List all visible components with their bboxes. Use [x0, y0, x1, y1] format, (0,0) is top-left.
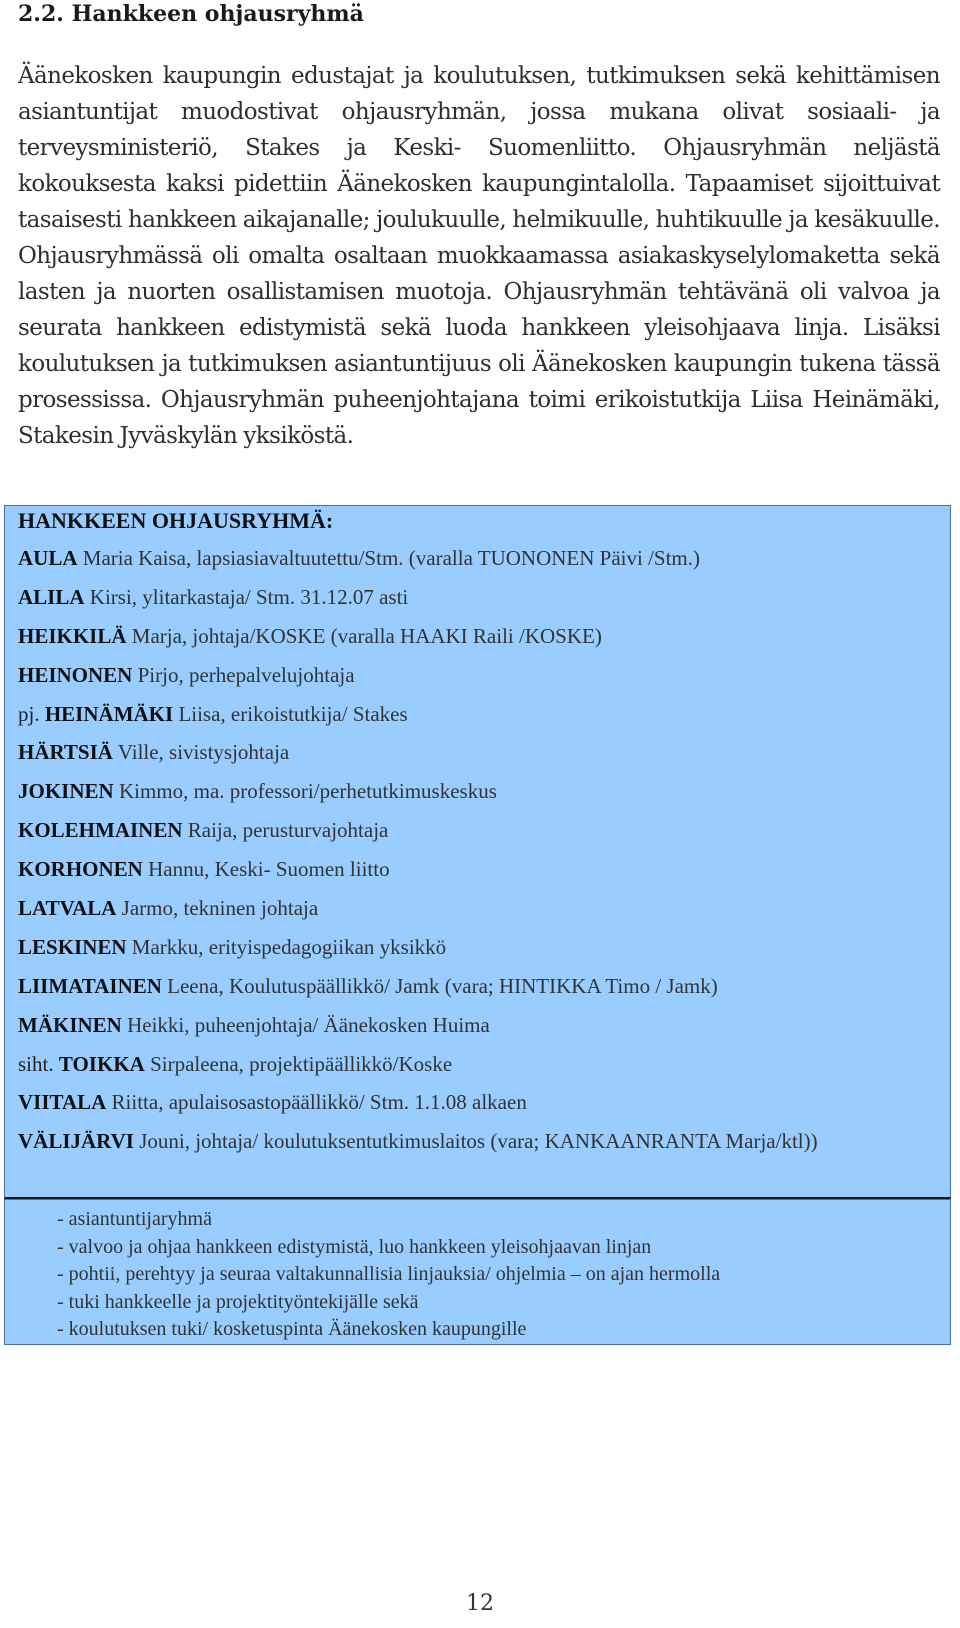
member-surname: KOLEHMAINEN — [18, 818, 183, 843]
member-details: Ville, sivistysjohtaja — [112, 740, 290, 765]
steering-group-title: HANKKEEN OHJAUSRYHMÄ: — [18, 508, 334, 533]
member-entry — [18, 1129, 943, 1168]
member-role-prefix: siht. — [18, 1051, 59, 1076]
member-entry — [18, 585, 943, 624]
steering-group-box — [4, 505, 951, 1199]
member-surname: TOIKKA — [58, 1051, 145, 1076]
member-details: Leena, Koulutuspäällikkö/ Jamk (vara; HINTIKKA Timo / Jamk) — [161, 973, 718, 998]
member-details: Hannu, Keski- Suomen liitto — [142, 857, 390, 882]
member-entry — [18, 974, 943, 1013]
member-surname: VÄLIJÄRVI — [18, 1129, 134, 1154]
member-entry — [18, 1090, 943, 1129]
duty-item: - koulutuksen tuki/ kosketuspinta Äänekosken kaupungille — [57, 1318, 527, 1340]
member-surname: AULA — [18, 546, 78, 570]
member-details: Pirjo, perhepalvelujohtaja — [132, 662, 355, 687]
member-surname: MÄKINEN — [18, 1012, 122, 1037]
member-details: Liisa, erikoistutkija/ Stakes — [173, 701, 408, 726]
member-entry — [18, 624, 943, 663]
member-entry — [18, 818, 943, 857]
member-entry — [18, 740, 943, 779]
duty-item: - asiantuntijaryhmä — [57, 1208, 212, 1230]
member-details: Sirpaleena, projektipäällikkö/Koske — [144, 1051, 453, 1076]
member-details: Maria Kaisa, lapsiasiavaltuutettu/Stm. (varalla TUONONEN Päivi /Stm.) — [77, 546, 701, 570]
member-surname: LATVALA — [18, 896, 117, 921]
member-entry — [18, 896, 943, 935]
page-number: 12 — [466, 1591, 494, 1616]
member-entry — [18, 779, 943, 818]
member-entry — [18, 663, 943, 702]
section-heading: 2.2. Hankkeen ohjausryhmä — [18, 1, 364, 27]
member-details: Kimmo, ma. professori/perhetutkimuskeskus — [113, 779, 497, 804]
duty-list — [57, 1206, 720, 1344]
member-list — [18, 546, 943, 1168]
member-details: Marja, johtaja/KOSKE (varalla HAAKI Raili /KOSKE) — [126, 623, 602, 648]
member-details: Jarmo, tekninen johtaja — [116, 896, 319, 921]
member-surname: JOKINEN — [18, 779, 114, 804]
member-surname: HEINONEN — [18, 662, 133, 687]
member-surname: HEINÄMÄKI — [44, 701, 174, 726]
duty-item: - tuki hankkeelle ja projektityöntekijälle sekä — [57, 1290, 419, 1313]
member-role-prefix: pj. — [18, 701, 45, 726]
duty-item: - valvoo ja ohjaa hankkeen edistymistä, luo hankkeen yleisohjaavan linjan — [57, 1235, 652, 1258]
member-details: Kirsi, ylitarkastaja/ Stm. 31.12.07 asti — [84, 584, 409, 609]
member-entry — [18, 935, 943, 974]
member-details: Jouni, johtaja/ koulutuksentutkimuslaitos (vara; KANKAANRANTA Marja/ktl)) — [133, 1129, 818, 1154]
member-details: Raija, perusturvajohtaja — [182, 818, 389, 843]
member-entry — [18, 702, 943, 741]
member-surname: KORHONEN — [18, 857, 143, 882]
member-surname: HEIKKILÄ — [18, 623, 127, 648]
member-entry — [18, 1013, 943, 1052]
member-details: Riitta, apulaisosastopäällikkö/ Stm. 1.1.08 alkaen — [106, 1090, 527, 1115]
member-surname: LIIMATAINEN — [18, 973, 162, 998]
member-surname: LESKINEN — [18, 934, 127, 959]
group-duties-box — [4, 1199, 951, 1345]
member-details: Heikki, puheenjohtaja/ Äänekosken Huima — [121, 1012, 490, 1037]
section-paragraph: Äänekosken kaupungin edustajat ja koulutuksen, tutkimuksen sekä kehittämisen asiantuntijat muodostivat ohjausryhmän, jossa mukana olivat sosiaali- ja terveysministeriö, Stakes ja Keski- Suomenliitto. Ohjausryhmän neljästä kokouksesta kaksi pidettiin Äänekosken kaupungintalolla. Tapaamiset sijoittuivat tasaisesti hankkeen aikajanalle; joulukuulle, helmikuulle, huhtikuulle ja kesäkuulle. Ohjausryhmässä oli omalta osaltaan muokkaamassa asiakaskyselylomaketta sekä lasten ja nuorten osallistamisen muotoja. Ohjausryhmän tehtävänä oli valvoa ja seurata hankkeen edistymistä sekä luoda hankkeen yleisohjaava linja. Lisäksi koulutuksen ja tutkimuksen asiantuntijuus oli Äänekosken kaupungin tukena tässä prosessissa. Ohjausryhmän puheenjohtajana toimi erikoistutkija Liisa Heinämäki, Stakesin Jyväskylän yksiköstä. — [18, 63, 940, 449]
member-surname: HÄRTSIÄ — [18, 740, 113, 765]
duty-item: - pohtii, perehtyy ja seuraa valtakunnallisia linjauksia/ ohjelmia – on ajan hermolla — [57, 1263, 721, 1285]
member-entry — [18, 857, 943, 896]
member-surname: ALILA — [18, 584, 85, 609]
member-surname: VIITALA — [18, 1090, 107, 1115]
member-details: Markku, erityispedagogiikan yksikkö — [126, 934, 447, 959]
member-entry — [18, 1052, 943, 1091]
member-entry — [18, 546, 943, 585]
